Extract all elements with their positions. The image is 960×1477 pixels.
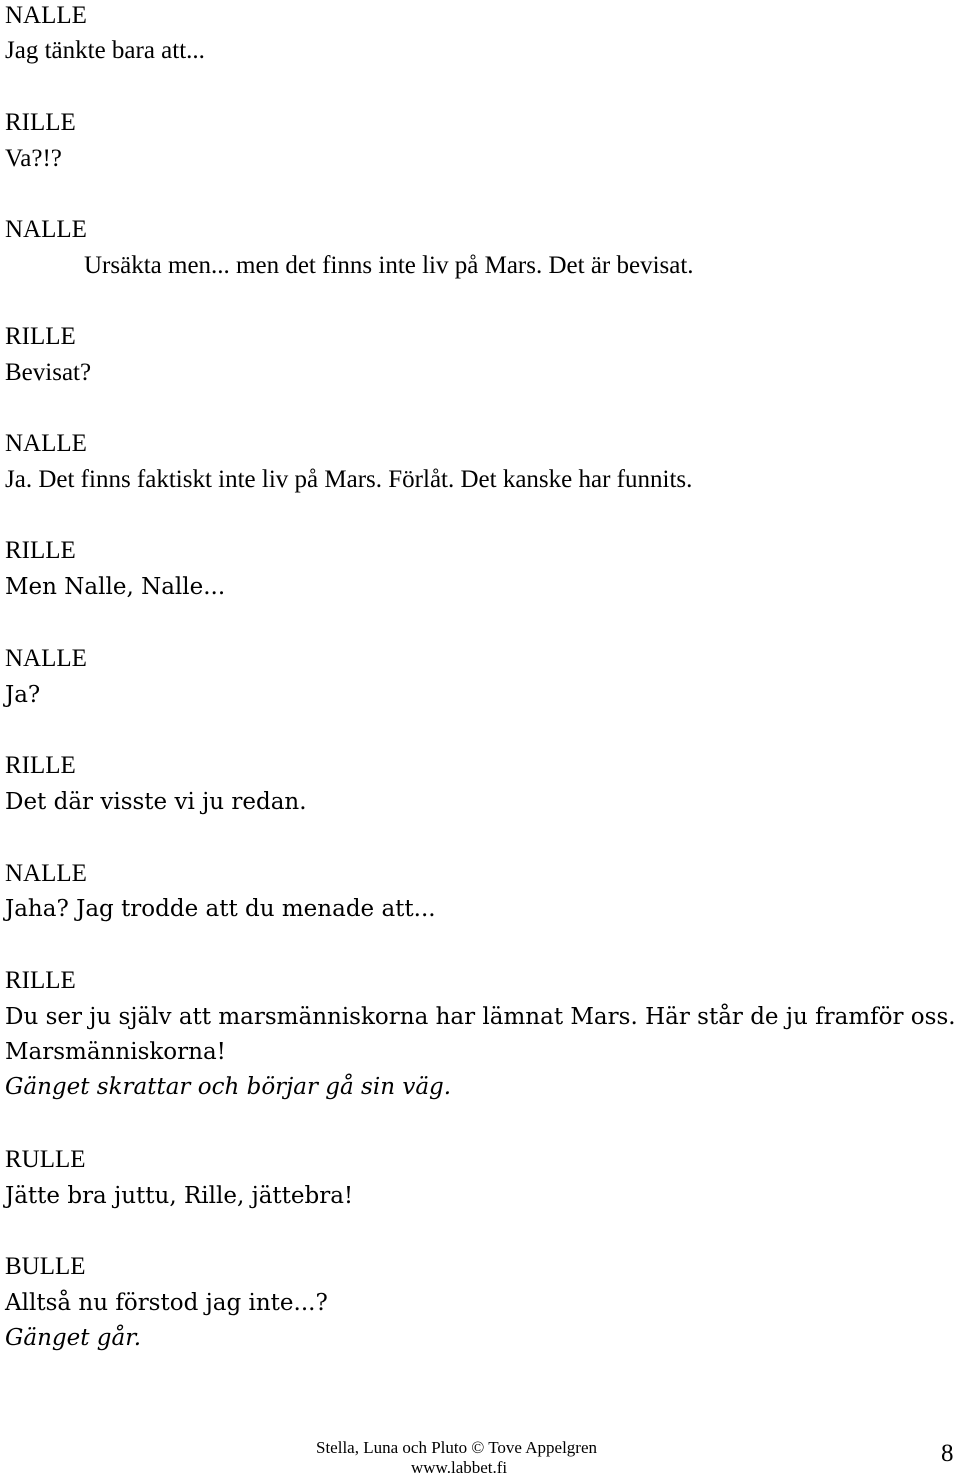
dialogue-line: Bevisat? [5, 359, 92, 386]
dialogue-line: Marsmänniskorna! [5, 1039, 226, 1065]
dialogue-line: Ja. Det finns faktiskt inte liv på Mars. Förlåt. Det kanske har funnits. [5, 466, 693, 493]
speaker-name: NALLE [5, 430, 87, 457]
dialogue-line: Du ser ju själv att marsmänniskorna har lämnat Mars. Här står de ju framför oss. [5, 1004, 956, 1030]
speaker-name: NALLE [5, 645, 87, 672]
speaker-name: NALLE [5, 2, 87, 29]
speaker-name: RILLE [5, 752, 76, 779]
speaker-name: NALLE [5, 860, 87, 887]
speaker-name: RILLE [5, 323, 76, 350]
dialogue-line: Ja? [5, 682, 41, 708]
dialogue-line: Jätte bra juttu, Rille, jättebra! [5, 1183, 354, 1209]
dialogue-line: Men Nalle, Nalle... [5, 574, 226, 600]
dialogue-line: Jaha? Jag trodde att du menade att... [5, 896, 436, 922]
speaker-name: RILLE [5, 109, 76, 136]
stage-direction: Gänget går. [5, 1325, 142, 1351]
speaker-name: NALLE [5, 216, 87, 243]
speaker-name: RILLE [5, 537, 76, 564]
speaker-name: BULLE [5, 1253, 86, 1280]
page-number: 8 [941, 1440, 954, 1467]
dialogue-line: Alltså nu förstod jag inte...? [5, 1290, 328, 1316]
dialogue-line: Ursäkta men... men det finns inte liv på Mars. Det är bevisat. [84, 252, 694, 279]
stage-direction: Gänget skrattar och börjar gå sin väg. [5, 1074, 452, 1100]
footer-credit: Stella, Luna och Pluto © Tove Appelgren [316, 1438, 598, 1457]
dialogue-line: Va?!? [5, 145, 62, 172]
dialogue-line: Jag tänkte bara att... [5, 37, 205, 64]
dialogue-line: Det där visste vi ju redan. [5, 789, 307, 815]
footer-website: www.labbet.fi [411, 1458, 508, 1477]
speaker-name: RILLE [5, 967, 76, 994]
speaker-name: RULLE [5, 1146, 86, 1173]
